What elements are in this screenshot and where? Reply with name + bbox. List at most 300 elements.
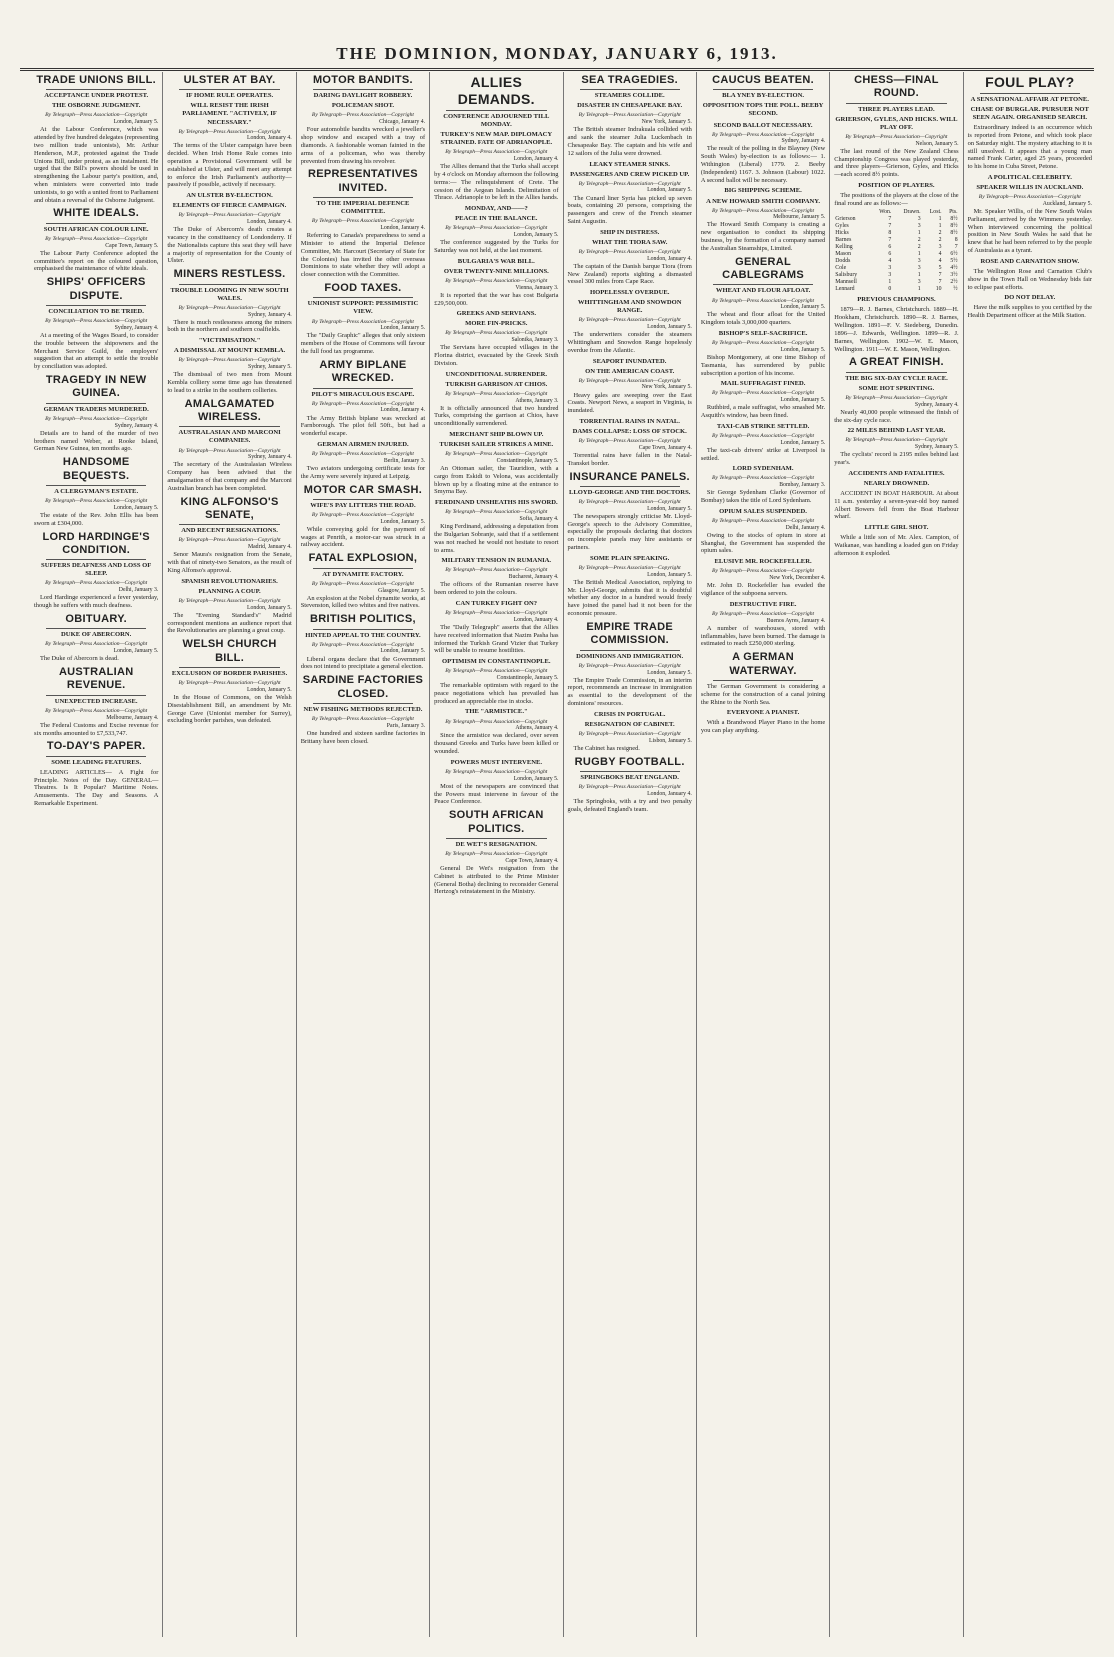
article-subhead: UNCONDITIONAL SURRENDER. — [445, 370, 548, 378]
divider — [313, 89, 413, 90]
article-subhead: 22 MILES BEHIND LAST YEAR. — [847, 427, 946, 435]
agency-credit: By Telegraph—Press Association—Copyright — [445, 610, 548, 616]
article — [167, 638, 291, 725]
article-subhead: WHAT THE TIORA SAW. — [591, 238, 668, 246]
article — [701, 508, 825, 555]
article-subhead: OVER TWENTY-NINE MILLIONS. — [443, 267, 549, 275]
divider — [46, 223, 146, 224]
article-body: Owing to the stocks of opium in store at Shanghai, the Government has suspended the opium sales. — [700, 531, 826, 555]
article-dateline: London, January 5. — [647, 324, 692, 331]
agency-credit: By Telegraph—Press Association—Copyright — [178, 537, 281, 544]
article-body: 1879—R. J. Barnes, Christchurch. 1889—H. Hookham, Christchurch. 1890—R. J. Barnes, Wellington. 1891—F. V. Siedeberg, Dunedin. 1896—J. Edwards, Wellington. 1899—R. J. Barnes, Wellington. 1902—W. E. Mason, Wellington. 1911—W. E. Mason, Wellington. — [834, 306, 959, 353]
agency-credit: By Telegraph—Press Association—Copyright — [578, 112, 681, 119]
divider — [179, 426, 279, 427]
table-cell: 1 — [917, 251, 921, 258]
agency-credit: By Telegraph—Press Association—Copyright — [178, 680, 281, 686]
article-dateline: Bombay, January 3. — [779, 482, 826, 489]
article-body: Have the milk supplies to you certified by the Health Department officer at the Milk Station. — [967, 304, 1092, 320]
agency-credit: By Telegraph—Press Association—Copyright — [445, 390, 548, 397]
divider — [313, 388, 413, 389]
article-subhead: GERMAN TRADERS MURDERED. — [43, 405, 149, 413]
article-headline: FOUL PLAY? — [985, 74, 1075, 90]
article-body: The Springboks, with a try and two penalty goals, defeated England's team. — [567, 797, 692, 813]
table-row — [834, 244, 958, 251]
article — [968, 174, 1092, 255]
agency-credit: By Telegraph—Press Association—Copyright — [445, 718, 548, 725]
article — [701, 330, 825, 377]
article — [568, 229, 692, 286]
table-cell: 0 — [888, 286, 892, 293]
article — [34, 740, 158, 808]
article-subhead: NEW FISHING METHODS REJECTED. — [303, 705, 423, 713]
table-cell: 8½ — [950, 222, 958, 229]
article — [301, 613, 425, 671]
article-subhead: DESTRUCTIVE FIRE. — [729, 600, 797, 608]
table-row — [834, 279, 958, 286]
article-subhead: IF HOME RULE OPERATES. — [185, 92, 274, 100]
article-body: Two aviators undergoing certificate tests for the Army were severely injured at Leipzig. — [300, 464, 426, 480]
agency-credit: By Telegraph—Press Association—Copyright — [445, 225, 548, 232]
article-headline: WELSH CHURCH BILL. — [182, 638, 277, 664]
agency-credit: By Telegraph—Press Association—Copyright — [712, 517, 815, 524]
agency-credit: By Telegraph—Press Association—Copyright — [578, 248, 681, 255]
article-body: Most of the newspapers are convinced that the Powers must intervene in favour of the Peace Conference. — [434, 782, 559, 806]
table-cell: 3 — [938, 244, 942, 250]
article — [34, 613, 158, 663]
article-subhead: PASSENGERS AND CREW PICKED UP. — [570, 170, 690, 178]
divider — [713, 284, 813, 285]
article-subhead: POWERS MUST INTERVENE. — [450, 758, 543, 766]
agency-credit: By Telegraph—Press Association—Copyright — [445, 509, 548, 516]
article-subhead: MERCHANT SHIP BLOWN UP. — [449, 431, 544, 439]
article-headline: ARMY BIPLANE WRECKED. — [319, 358, 407, 385]
article-body: Mr. Speaker Willis, of the New South Wales Parliament, arrived by the Wimmera yesterday. When interviewed concerning the political position in New South Wales he said that he knew that he had been referred to by the people of Australasia as a tyrant. — [967, 207, 1092, 255]
table-cell: 4 — [938, 251, 942, 258]
article-subhead: EXCLUSION OF BORDER PARISHES. — [171, 669, 288, 677]
article-subhead: SOME LEADING FEATURES. — [51, 758, 142, 766]
table-cell: 7 — [938, 272, 942, 279]
article — [434, 557, 558, 597]
agency-credit: By Telegraph—Press Association—Copyright — [578, 784, 681, 790]
article-subhead: GRIERSON, GYLES, AND HICKS. WILL PLAY OFF. — [835, 115, 958, 131]
divider — [313, 629, 413, 630]
article-dateline: London, January 5. — [647, 571, 692, 578]
article-dateline: New York, December 4. — [769, 575, 826, 582]
article-subhead: A NEW HOWARD SMITH COMPANY. — [706, 197, 821, 205]
article-body: Details are to hand of the murder of two brothers named Weber, at Rooke Island, German New Guinea, ten months ago. — [34, 429, 159, 453]
article-body: A number of warehouses, stored with inflammables, have been burned. The damage is estimated to reach £250,000 sterling. — [700, 624, 826, 648]
article-body: The last round of the New Zealand Chess Championship Congress was played yesterday, and three players—Grierson, Gyles, and Hicks—each scored 8½ points. — [834, 147, 959, 179]
article-headline: ALLIES DEMANDS. — [457, 74, 535, 108]
table-cell: 8½ — [950, 229, 958, 236]
article — [834, 427, 958, 467]
article-subhead: TO THE IMPERIAL DEFENCE COMMITTEE. — [316, 200, 410, 216]
divider — [580, 771, 680, 772]
article — [434, 371, 558, 428]
divider — [313, 197, 413, 198]
agency-credit: By Telegraph—Press Association—Copyright — [311, 580, 414, 587]
article-subhead: BIG SHIPPING SCHEME. — [724, 187, 802, 195]
article-subhead: SPANISH REVOLUTIONARIES. — [181, 577, 278, 585]
article-subhead: SOME PLAIN SPEAKING. — [590, 554, 670, 562]
divider — [179, 89, 279, 90]
article — [167, 337, 291, 394]
article-subhead: UNEXPECTED INCREASE. — [54, 697, 138, 705]
column-7 — [830, 72, 963, 1637]
article — [568, 289, 692, 354]
article-subhead: STEAMERS COLLIDE. — [594, 92, 665, 100]
article-body: The newspapers strongly criticise Mr. Lloyd-George's speech to the Advisory Committee, especially the proposals declaring that doctors on incomplete panels may hire assistants or partners. — [567, 512, 692, 552]
article-body: The captain of the Danish barque Tiora (from New Zealand) reports sighting a dismasted vessel 300 miles from Cape Race. — [567, 262, 692, 286]
article-body: The remarkable optimism with regard to the peace negotiations which has prevailed has produced an appreciable rise in stocks. — [434, 682, 559, 705]
article-subhead: SPRINGBOKS BEAT ENGLAND. — [580, 773, 679, 781]
article — [167, 192, 291, 265]
article-dateline: Constantinople, January 5. — [496, 674, 559, 681]
article-body: The Duke of Abercorn's death creates a vacancy in the constituency of Londonderry. If the Nationalists capture this seat they will have a majority of representation for the County of Ulster. — [167, 226, 292, 265]
article-subhead: DUKE OF ABERCORN. — [61, 631, 132, 639]
article — [301, 168, 425, 279]
article-subhead: TORRENTIAL RAINS IN NATAL. — [579, 417, 680, 425]
agency-credit: By Telegraph—Press Association—Copyright — [311, 511, 414, 518]
article — [34, 531, 158, 610]
article — [434, 759, 558, 806]
article — [434, 258, 558, 308]
article-headline: LORD HARDINGE'S CONDITION. — [42, 530, 150, 556]
table-cell: 7 — [954, 244, 958, 250]
table-row — [834, 265, 958, 272]
article-subhead: CRISIS IN PORTUGAL. — [593, 710, 666, 718]
article-subhead: ACCIDENTS AND FATALITIES. — [848, 469, 945, 477]
article-body: The Duke of Abercorn is dead. — [40, 655, 119, 663]
article-dateline: Athens, January 4. — [515, 725, 559, 732]
article-dateline: London, January 5. — [113, 504, 159, 511]
column-8 — [964, 72, 1096, 1637]
article-dateline: London, January 5. — [113, 119, 159, 126]
article-subhead: LLOYD-GEORGE AND THE DOCTORS. — [568, 488, 691, 496]
article-subhead: OPTIMISM IN CONSTANTINOPLE. — [442, 658, 551, 666]
article-headline: CAUCUS BEATEN. — [712, 74, 814, 86]
article-dateline: London, January 4. — [647, 255, 692, 262]
table-cell: Dodds — [835, 258, 851, 265]
article-dateline: Sydney, January 4. — [248, 454, 292, 461]
article-headline: RUGBY FOOTBALL. — [574, 755, 685, 768]
article — [167, 496, 291, 575]
article-subhead: BLA YNEY BY-ELECTION. — [722, 92, 805, 100]
agency-credit: By Telegraph—Press Association—Copyright — [578, 377, 681, 384]
agency-credit: By Telegraph—Press Association—Copyright — [712, 207, 815, 214]
article-dateline: London, January 4. — [513, 616, 559, 623]
article-body: While conveying gold for the payment of wages at Penrith, a motor-car was struck in a railway accident. — [300, 525, 426, 549]
article — [34, 207, 158, 273]
table-row — [834, 216, 958, 223]
column-3 — [297, 72, 430, 1637]
table-cell: 7 — [888, 222, 892, 229]
article — [834, 74, 958, 179]
table-cell: 5 — [938, 265, 942, 272]
agency-credit: By Telegraph—Press Association—Copyright — [445, 277, 548, 284]
article — [701, 380, 825, 420]
agency-credit: By Telegraph—Press Association—Copyright — [311, 451, 414, 457]
table-cell: 8½ — [950, 215, 958, 222]
article — [434, 708, 558, 755]
article-subhead: HOPELESSLY OVERDUE. — [589, 289, 670, 297]
article-dateline: Buenos Ayres, January 4. — [766, 617, 826, 624]
article-headline: SOUTH AFRICAN POLITICS. — [449, 809, 544, 835]
table-cell: 4 — [888, 258, 892, 265]
article-body: Senor Maura's resignation from the Senate, with that of ninety-two Senators, as the result of King Alfonso's approval. — [167, 551, 292, 574]
article — [301, 359, 425, 438]
article-subhead: ELEMENTS OF FIERCE CAMPAIGN. — [172, 202, 287, 210]
article-body: The British Medical Association, replying to Mr. Lloyd-George, submits that it is doubtful whether any doctor in a hundred would freely have joined the panel had it not been for the economic pressure. — [567, 578, 692, 618]
article-subhead: SEAPORT INUNDATED. — [592, 357, 667, 365]
table-cell: 3½ — [950, 272, 958, 279]
article-subhead: WHEAT AND FLOUR AFLOAT. — [715, 287, 811, 295]
article-dateline: London, January 5. — [647, 669, 692, 676]
article-subhead: CAN TURKEY FIGHT ON? — [455, 599, 538, 607]
article-subhead: A SENSATIONAL AFFAIR AT PETONE. — [970, 96, 1089, 104]
divider — [46, 305, 146, 306]
divider — [980, 93, 1080, 94]
article — [568, 555, 692, 618]
article-subhead: MORE FIN-PRICKS. — [465, 320, 528, 328]
article-body: LEADING ARTICLES— A Fight for Principle. Notes of the Day. GENERAL— Theatres. Is It Popular? Maritime Notes. Amusements. The Day and Seasons. A Remarkable Experiment. — [34, 768, 159, 808]
article-body: The taxi-cab drivers' strike at Liverpool is settled. — [700, 446, 826, 462]
article — [968, 258, 1092, 291]
article-body: The Allies demand that the Turks shall accept by 4 o'clock on Monday afternoon the following terms:— The relinquishment of Crete. The cession of the Aegean Islands. Delimitation of Thrace. Adrianople to be left in the Allies hands. — [434, 163, 559, 202]
article — [568, 418, 692, 468]
article — [701, 74, 825, 119]
article-dateline: London, January 5. — [380, 325, 426, 332]
article-body: The terms of the Ulster campaign have been decided. When Irish Home Rule comes into operation a Provisional Government will be established at Ulster, and will meet any attempt to enforce the Irish Parliament's authority—passively if possible, actively if necessary. — [167, 142, 292, 189]
agency-credit: By Telegraph—Press Association—Copyright — [712, 390, 815, 397]
agency-credit: By Telegraph—Press Association—Copyright — [445, 668, 548, 675]
article — [434, 600, 558, 655]
article-dateline: Madrid, January 4. — [247, 544, 292, 551]
article-body: The "Daily Telegraph" asserts that the Allies have received information that Nazim Pasha has informed the Turkish Grand Vizier that Turkey will be unable to resume hostilities. — [434, 623, 559, 655]
article-dateline: Sydney, January 5. — [914, 444, 959, 451]
divider — [46, 403, 146, 404]
article-dateline: London, January 5. — [380, 518, 426, 525]
article-dateline: Melbourne, January 5. — [773, 214, 826, 221]
article-subhead: HINTED APPEAL TO THE COUNTRY. — [305, 631, 421, 639]
article — [434, 205, 558, 255]
table-cell: Salisbury — [835, 272, 858, 279]
article-dateline: Sydney, January 4. — [781, 138, 826, 145]
table-cell: Lennard — [835, 286, 855, 293]
article-body: At the Labour Conference, which was attended by five hundred delegates (representing two million trade unionists), Mr. Arthur Henderson, M.P., protested against the Trade Unions Bill, under protest, as an instalment. He urged that the Bill's powers should be used in strengthening the Labour party's position, and, when ministers were converted into trade unionists, to go with a united front to Parliament and obtain a reversal of the Osborne Judgment. — [34, 126, 159, 204]
article-dateline: London, January 5. — [780, 304, 826, 311]
agency-credit: By Telegraph—Press Association—Copyright — [178, 128, 281, 135]
agency-credit: By Telegraph—Press Association—Copyright — [578, 662, 681, 669]
article-body: Mr. John D. Rockefeller has evaded the vigilance of the subpoena servers. — [700, 582, 826, 597]
table-cell: 3 — [888, 272, 892, 279]
table-cell: Mason — [835, 251, 852, 258]
article-body: Four automobile bandits wrecked a jeweller's shop window and escaped with a tray of diamonds. A fashionable woman fainted in the arms of a policeman, who was thereby prevented from drawing his revolver. — [300, 126, 426, 165]
article-headline: INSURANCE PANELS. — [569, 470, 690, 483]
article — [834, 524, 958, 557]
article — [701, 709, 825, 735]
column-1 — [30, 72, 163, 1637]
article-subhead: DISASTER IN CHESAPEAKE BAY. — [577, 102, 683, 110]
article-body: The Howard Smith Company is creating a new organisation to conduct its shipping business, by the formation of a company named the Australian Steamships, Limited. — [700, 221, 826, 252]
article-body: General De Wet's resignation from the Cabinet is attributed to the Prime Minister (General Botha) declining to reconsider General Hertzog's reinstatement in the Ministry. — [434, 864, 559, 896]
divider — [46, 628, 146, 629]
article-subhead: DO NOT DELAY. — [1004, 294, 1056, 302]
column-6 — [697, 72, 830, 1637]
article — [34, 74, 158, 204]
table-cell: 3 — [917, 222, 921, 229]
agency-credit: By Telegraph—Press Association—Copyright — [311, 400, 414, 407]
article-subhead: DE WET'S RESIGNATION. — [455, 840, 537, 848]
article-subhead: SOUTH AFRICAN COLOUR LINE. — [43, 225, 149, 233]
article-subhead: WHITTINGHAM AND SNOWDON RANGE. — [577, 299, 682, 315]
article-body: King Ferdinand, addressing a deputation from the Bulgarian Sobranje, said that if a settlement was not reached he would not hesitate to resort to arms. — [434, 523, 559, 554]
article — [834, 296, 958, 353]
article-subhead: ACCEPTANCE UNDER PROTEST. — [44, 92, 149, 100]
table-row — [834, 230, 958, 237]
article-body: One hundred and sixteen sardine factories in Brittany have been closed. — [300, 729, 426, 745]
article — [434, 499, 558, 554]
article-subhead: FERDINAND UNSHEATHS HIS SWORD. — [435, 499, 558, 507]
article-subhead: TURKISH SAILER STRIKES A MINE. — [439, 441, 554, 449]
article-dateline: Bucharest, January 4. — [508, 574, 559, 581]
agency-credit: By Telegraph—Press Association—Copyright — [712, 297, 815, 304]
article-subhead: CONFERENCE ADJOURNED TILL MONDAY. — [443, 113, 550, 129]
article-headline: SEA TRAGEDIES. — [581, 74, 679, 86]
agency-credit: By Telegraph—Press Association—Copyright — [311, 318, 414, 325]
divider — [313, 703, 413, 704]
table-cell: 5½ — [950, 258, 958, 265]
article-headline: KING ALFONSO'S SENATE, — [180, 495, 279, 522]
table-cell: Kelling — [835, 244, 853, 250]
article — [301, 441, 425, 481]
article — [568, 621, 692, 708]
article-body: The dismissal of two men from Mount Kembla colliery some time ago has threatened to lead to a strike in the southern collieries. — [167, 371, 292, 394]
article-headline: A GERMAN WATERWAY. — [729, 651, 797, 677]
article — [968, 74, 1092, 171]
article-body: Sir George Sydenham Clarke (Governor of Bombay) takes the title of Lord Sydenham. — [700, 489, 826, 505]
article-body: Referring to Canada's preparedness to send a Minister to attend the Imperial Defence Committee, Mr. Harcourt (Secretary of State for the Colonies) has invited the other overseas Dominions to state whether they will adopt a closer connection with the Committee. — [300, 232, 426, 279]
article-headline: A GREAT FINISH. — [848, 356, 944, 369]
article-dateline: London, January 5. — [780, 346, 826, 353]
agency-credit: By Telegraph—Press Association—Copyright — [178, 597, 281, 604]
article-dateline: Nelson, January 5. — [915, 140, 959, 147]
article-subhead: SUFFERS DEAFNESS AND LOSS OF SLEEP. — [41, 562, 152, 578]
table-cell: Mannsell — [835, 279, 857, 286]
article-subhead: DOMINIONS AND IMMIGRATION. — [576, 652, 684, 660]
agency-credit: By Telegraph—Press Association—Copyright — [712, 568, 815, 575]
article-subhead: ROSE AND CARNATION SHOW. — [980, 257, 1080, 265]
article — [568, 756, 692, 814]
table-cell: 6 — [888, 251, 892, 258]
article-body: The underwriters consider the steamers Whittingham and Snowdon Range hopelessly overdue from the Atlantic. — [567, 331, 692, 354]
article-headline: WHITE IDEALS. — [53, 207, 140, 220]
article-dateline: London, January 4. — [647, 790, 692, 797]
agency-credit: By Telegraph—Press Association—Copyright — [845, 394, 948, 401]
article-body: The Cabinet has resigned. — [573, 744, 640, 752]
article — [301, 282, 425, 356]
article-subhead: AT DYNAMITE FACTORY. — [322, 570, 404, 578]
article-headline: CHESS—FINAL ROUND. — [854, 74, 939, 100]
agency-credit: By Telegraph—Press Association—Copyright — [45, 707, 148, 714]
table-cell: ½ — [953, 286, 958, 293]
table-cell: 3 — [917, 279, 921, 286]
table-cell: Gyles — [835, 222, 849, 229]
article-body: With a Brandwood Player Piano in the home you can play anything. — [700, 719, 826, 735]
table-cell: 7 — [888, 215, 892, 222]
article — [434, 658, 558, 705]
divider — [46, 559, 146, 560]
table-cell: 6 — [888, 244, 892, 250]
article-dateline: Constantinople, January 5. — [496, 457, 559, 464]
article — [968, 294, 1092, 320]
table-cell: 1 — [917, 272, 921, 279]
table-cell: 7 — [938, 279, 942, 286]
article-dateline: Chicago, January 4. — [379, 119, 426, 126]
article-body: The cyclists' record is 2195 miles behind last year's. — [834, 451, 959, 467]
article-headline: FOOD TAXES. — [324, 282, 402, 295]
article-dateline: Sydney, January 4. — [114, 324, 159, 331]
article — [167, 398, 291, 493]
article-body: The Army British biplane was wrecked at Farnborough. The pilot fell 50ft., but had a wonderful escape. — [300, 414, 426, 438]
table-cell: 4½ — [950, 265, 958, 272]
table-cell: 1 — [888, 279, 892, 286]
divider — [580, 486, 680, 487]
article-subhead: LITTLE GIRL SHOT. — [864, 524, 929, 532]
article-headline: TO-DAY'S PAPER. — [46, 740, 146, 753]
article-body: The estate of the Rev. John Ellis has been sworn at £304,000. — [34, 511, 159, 527]
article — [701, 423, 825, 463]
article-body: The German Government is considering a scheme for the construction of a canal joining the Rhine to the North Sea. — [700, 682, 826, 706]
article-headline: BRITISH POLITICS, — [309, 613, 416, 626]
table-header-cell: Won. — [879, 208, 892, 215]
article-headline: MINERS RESTLESS. — [173, 268, 286, 281]
article-subhead: UNIONIST SUPPORT: PESSIMISTIC VIEW. — [307, 300, 419, 316]
table-cell: 6½ — [950, 251, 958, 258]
article-subhead: THE BIG SIX-DAY CYCLE RACE. — [845, 374, 948, 382]
table-header-cell — [834, 209, 870, 216]
article-subhead: THREE PLAYERS LEAD. — [858, 105, 935, 113]
agency-credit: By Telegraph—Press Association—Copyright — [578, 730, 681, 737]
article-body: The Wellington Rose and Carnation Club's show in the Town Hall on Wednesday bids fair to eclipse past efforts. — [967, 267, 1092, 291]
article — [834, 470, 958, 521]
agency-credit: By Telegraph—Press Association—Copyright — [712, 432, 815, 439]
article-headline: HANDSOME BEQUESTS. — [62, 456, 130, 482]
agency-credit: By Telegraph—Press Association—Copyright — [712, 340, 815, 347]
agency-credit: By Telegraph—Press Association—Copyright — [845, 437, 948, 444]
article-body: The "Daily Graphic" alleges that only sixteen members of the House of Commons will favour the full food tax programme. — [300, 332, 426, 355]
article-subhead: PREVIOUS CHAMPIONS. — [857, 296, 936, 304]
table-cell: 4 — [938, 258, 942, 265]
agency-credit: By Telegraph—Press Association—Copyright — [978, 194, 1081, 201]
article-body: Bishop Montgomery, at one time Bishop of Tasmania, has surrendered by public subscription a portion of his income. — [700, 353, 826, 377]
article-dateline: Glasgow, January 5. — [378, 587, 426, 594]
table-row — [834, 237, 958, 244]
divider — [713, 680, 813, 681]
table-row — [834, 286, 958, 293]
article — [701, 651, 825, 706]
article-dateline: London, January 5. — [780, 439, 826, 446]
article-body: The result of the polling in the Blayney (New South Wales) by-election is as follows:— 1. Withington (Liberal) 1779. 2. Beeby (Independent) 1167. 3. Johnson (Labour) 1022. A second ballot will be necessary. — [700, 145, 826, 184]
table-cell: 1 — [938, 215, 942, 222]
table-cell: Cole — [835, 265, 847, 272]
article-dateline: Salonika, January 3. — [511, 337, 559, 344]
agency-credit: By Telegraph—Press Association—Copyright — [445, 567, 548, 574]
article-body: Lord Hardinge experienced a fever yesterday, though he suffers with much deafness. — [34, 594, 159, 610]
article-body: The British steamer Indrakuala collided with and sank the steamer Julia Luckenbach in Chesapeake Bay. The captain and his wife and 12 sailors of the Julia were drowned. — [567, 126, 692, 157]
article — [434, 310, 558, 367]
article-subhead: GERMAN AIRMEN INJURED. — [317, 440, 409, 448]
